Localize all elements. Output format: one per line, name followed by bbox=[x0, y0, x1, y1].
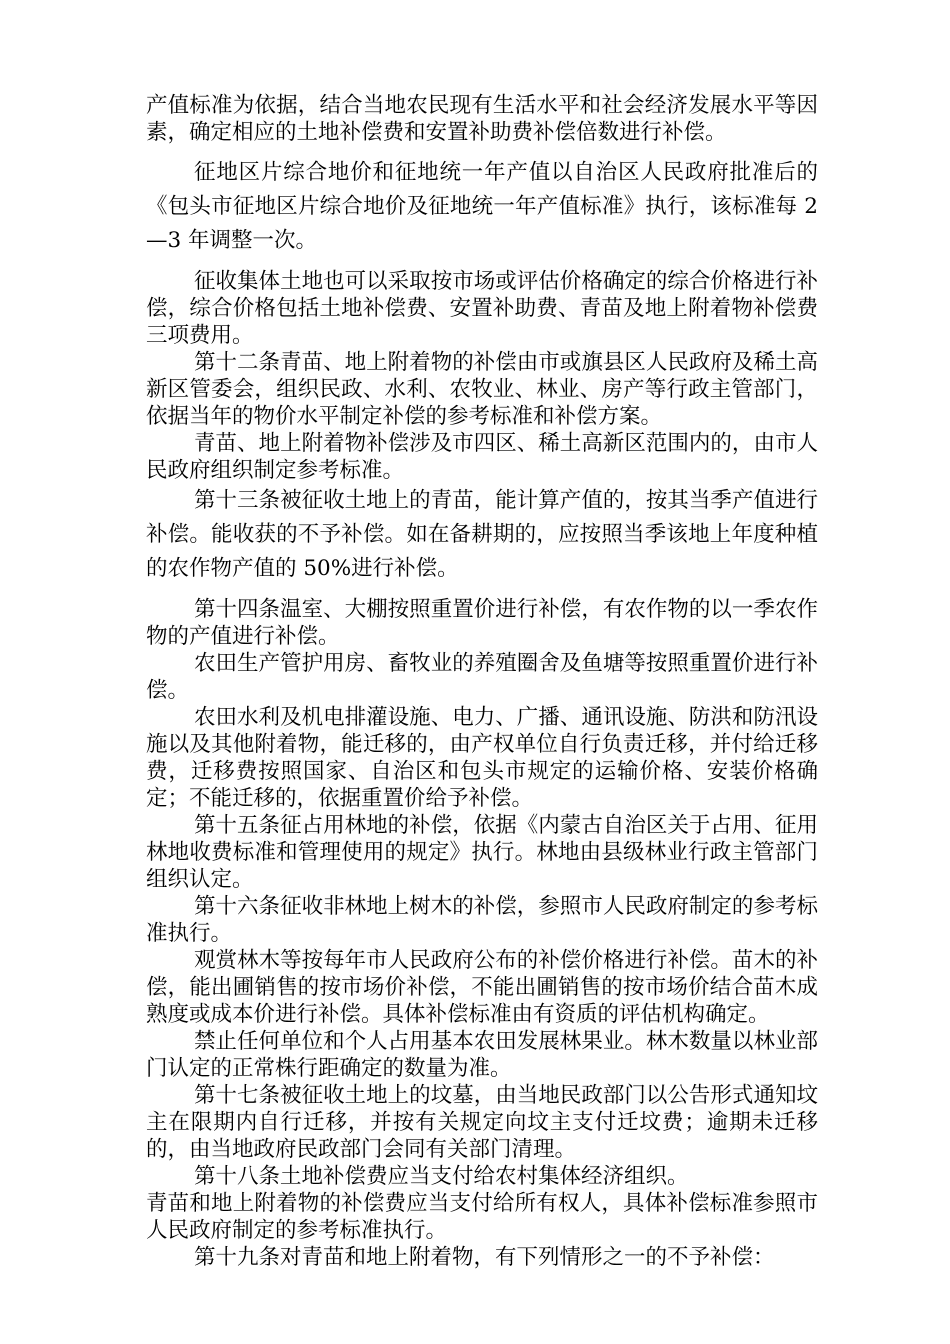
paragraph-unified-land-price: 征地区片综合地价和征地统一年产值以自治区人民政府批准后的《包头市征地区片综合地价及征地统一年产值标准》执行，该标准每 2—3 年调整一次。 bbox=[146, 160, 818, 253]
paragraph-basic-farmland: 禁止任何单位和个人占用基本农田发展林果业。林木数量以林业部门认定的正常株行距确定的数量为准。 bbox=[146, 1029, 818, 1081]
paragraph-ornamental-trees: 观赏林木等按每年市人民政府公布的补偿价格进行补偿。苗木的补偿，能出圃销售的按市场价补偿，不能出圃销售的按市场价结合苗木成熟度或成本价进行补偿。具体补偿标准由有资质的评估机构确定。 bbox=[146, 948, 818, 1027]
paragraph-compensation-basis: 产值标准为依据，结合当地农民现有生活水平和社会经济发展水平等因素，确定相应的土地补偿费和安置补助费补偿倍数进行补偿。 bbox=[146, 93, 818, 145]
paragraph-city-districts: 青苗、地上附着物补偿涉及市四区、稀土高新区范围内的，由市人民政府组织制定参考标准。 bbox=[146, 431, 818, 483]
paragraph-market-price: 征收集体土地也可以采取按市场或评估价格确定的综合价格进行补偿，综合价格包括土地补偿费、安置补助费、青苗及地上附着物补偿费三项费用。 bbox=[146, 269, 818, 348]
article-13: 第十三条被征收土地上的青苗，能计算产值的，按其当季产值进行补偿。能收获的不予补偿。如在备耕期的，应按照当季该地上年度种植的农作物产值的 50%进行补偿。 bbox=[146, 488, 818, 581]
article-19: 第十九条对青苗和地上附着物，有下列情形之一的不予补偿： bbox=[194, 1245, 775, 1270]
article-16: 第十六条征收非林地上树木的补偿，参照市人民政府制定的参考标准执行。 bbox=[146, 894, 818, 946]
article-17: 第十七条被征收土地上的坟墓，由当地民政部门以公告形式通知坟主在限期内自行迁移，并按有关规定向坟主支付迁坟费；逾期未迁移的，由当地政府民政部门会同有关部门清理。 bbox=[146, 1083, 818, 1162]
article-12: 第十二条青苗、地上附着物的补偿由市或旗县区人民政府及稀土高新区管委会，组织民政、水利、农牧业、林业、房产等行政主管部门，依据当年的物价水平制定补偿的参考标准和补偿方案。 bbox=[146, 350, 818, 429]
paragraph-farm-buildings: 农田生产管护用房、畜牧业的养殖圈舍及鱼塘等按照重置价进行补偿。 bbox=[146, 651, 818, 703]
document-page bbox=[146, 92, 818, 1271]
article-15: 第十五条征占用林地的补偿，依据《内蒙古自治区关于占用、征用林地收费标准和管理使用的规定》执行。林地由县级林业行政主管部门组织认定。 bbox=[146, 813, 818, 892]
paragraph-water-facilities: 农田水利及机电排灌设施、电力、广播、通讯设施、防洪和防汛设施以及其他附着物，能迁移的，由产权单位自行负责迁移，并付给迁移费，迁移费按照国家、自治区和包头市规定的运输价格、安装价格确定；不能迁移的，依据重置价给予补偿。 bbox=[146, 705, 818, 811]
paragraph-owner-payment: 青苗和地上附着物的补偿费应当支付给所有权人，具体补偿标准参照市人民政府制定的参考标准执行。 bbox=[146, 1191, 818, 1243]
article-18: 第十八条土地补偿费应当支付给农村集体经济组织。 bbox=[194, 1164, 689, 1189]
article-14: 第十四条温室、大棚按照重置价进行补偿，有农作物的以一季农作物的产值进行补偿。 bbox=[146, 597, 818, 649]
